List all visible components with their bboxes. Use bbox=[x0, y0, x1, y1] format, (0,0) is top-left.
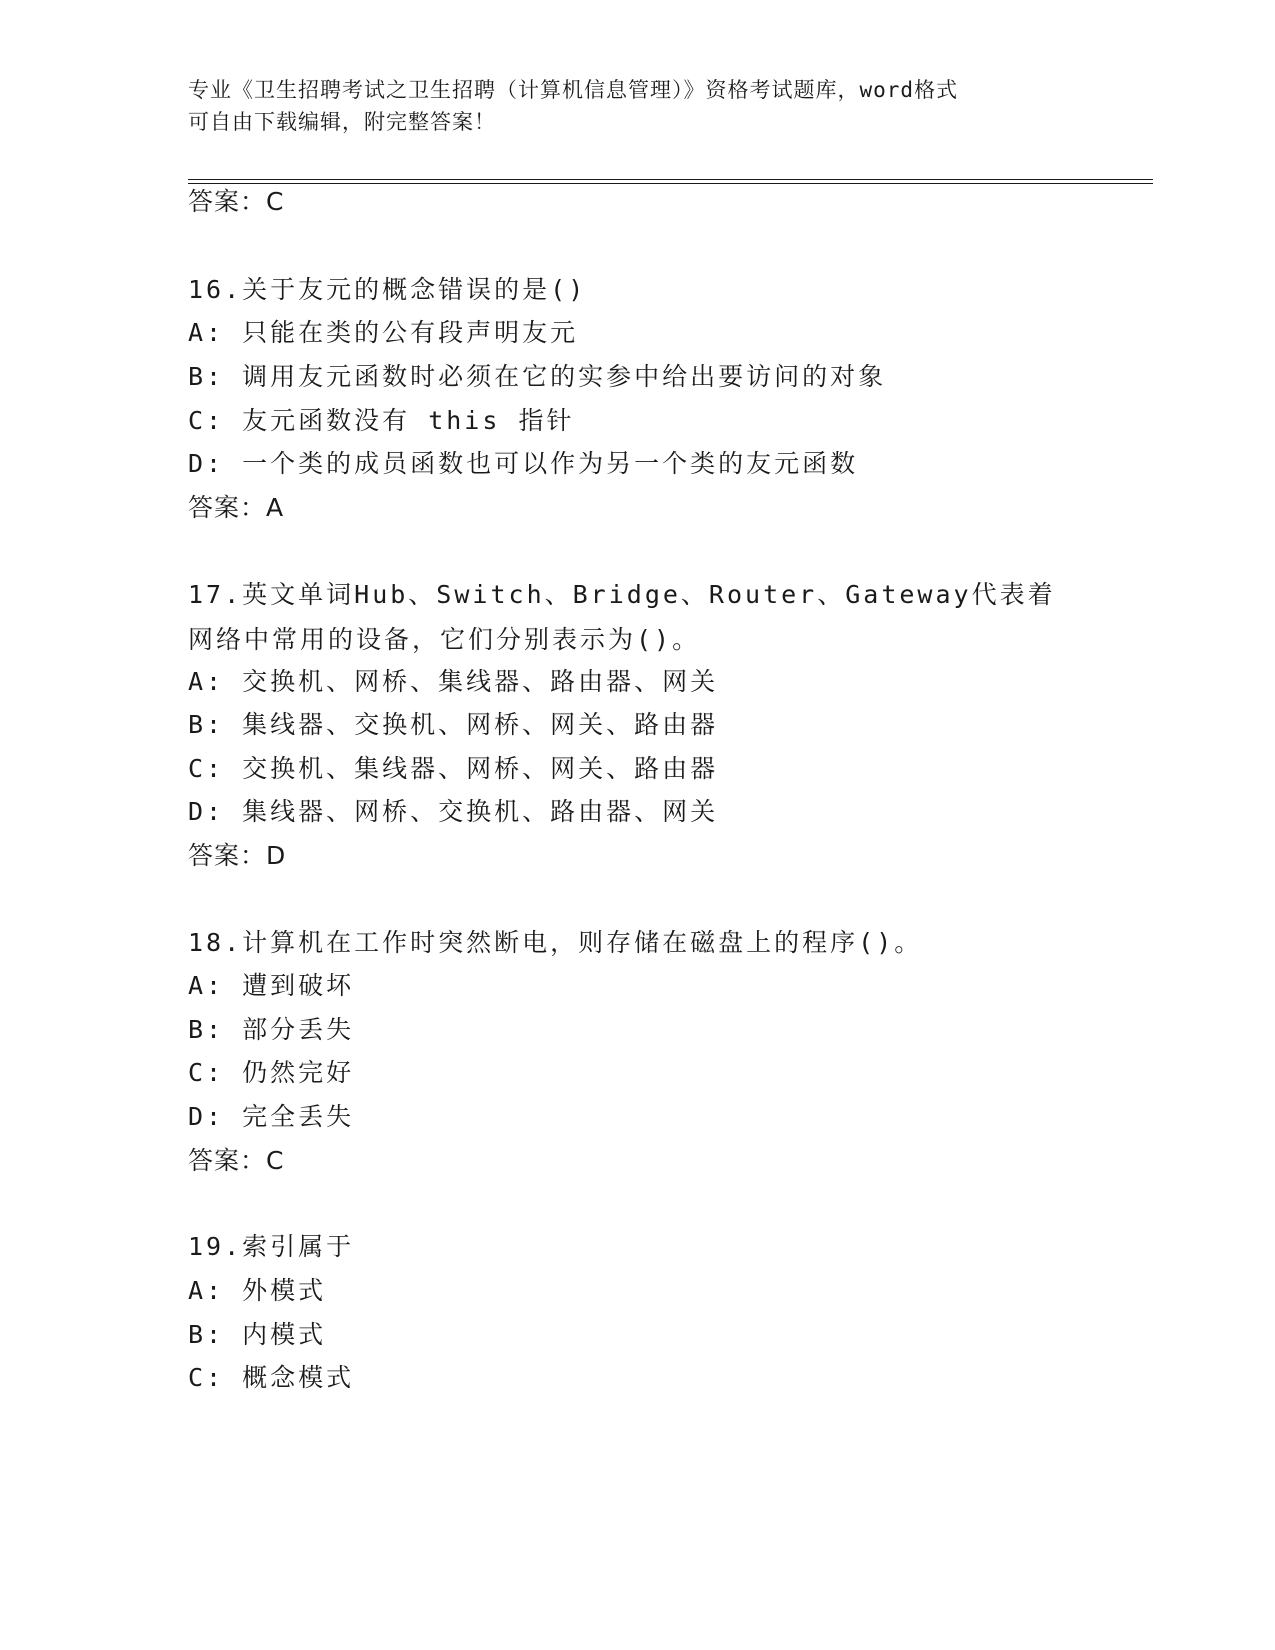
question-18-answer: 答案：C bbox=[188, 1146, 285, 1175]
question-18-option-b: B: 部分丢失 bbox=[188, 1015, 355, 1044]
question-19-text: 19.索引属于 bbox=[188, 1232, 355, 1261]
header-divider-bottom bbox=[188, 183, 1153, 184]
question-17-option-c: C: 交换机、集线器、网桥、网关、路由器 bbox=[188, 754, 719, 783]
question-19-option-b: B: 内模式 bbox=[188, 1320, 327, 1349]
question-17-option-a: A: 交换机、网桥、集线器、路由器、网关 bbox=[188, 667, 719, 696]
header-line-1: 专业《卫生招聘考试之卫生招聘（计算机信息管理）》资格考试题库，word格式 bbox=[188, 78, 959, 102]
question-18-option-c: C: 仍然完好 bbox=[188, 1058, 355, 1087]
question-19-option-c: C: 概念模式 bbox=[188, 1363, 355, 1392]
document-header bbox=[188, 74, 1088, 138]
question-19-option-a: A: 外模式 bbox=[188, 1276, 327, 1305]
question-16-text: 16.关于友元的概念错误的是() bbox=[188, 275, 587, 304]
question-17-answer: 答案：D bbox=[188, 841, 287, 870]
question-17-option-d: D: 集线器、网桥、交换机、路由器、网关 bbox=[188, 797, 719, 826]
question-17-option-b: B: 集线器、交换机、网桥、网关、路由器 bbox=[188, 710, 719, 739]
question-17-text: 17.英文单词Hub、Switch、Bridge、Router、Gateway代表着网络中常用的设备，它们分别表示为()。 bbox=[188, 580, 1056, 654]
previous-answer: 答案：C bbox=[188, 187, 285, 216]
header-line-2: 可自由下载编辑，附完整答案！ bbox=[188, 110, 496, 134]
question-16-option-c: C: 友元函数没有 this 指针 bbox=[188, 406, 575, 435]
question-18-text: 18.计算机在工作时突然断电，则存储在磁盘上的程序()。 bbox=[188, 928, 923, 957]
question-16-option-b: B: 调用友元函数时必须在它的实参中给出要访问的对象 bbox=[188, 362, 887, 391]
header-divider-top bbox=[188, 179, 1153, 180]
question-16-answer: 答案：A bbox=[188, 493, 285, 522]
question-18-option-d: D: 完全丢失 bbox=[188, 1102, 355, 1131]
question-16-option-d: D: 一个类的成员函数也可以作为另一个类的友元函数 bbox=[188, 449, 859, 478]
question-16-option-a: A: 只能在类的公有段声明友元 bbox=[188, 318, 579, 347]
question-18-option-a: A: 遭到破坏 bbox=[188, 971, 355, 1000]
